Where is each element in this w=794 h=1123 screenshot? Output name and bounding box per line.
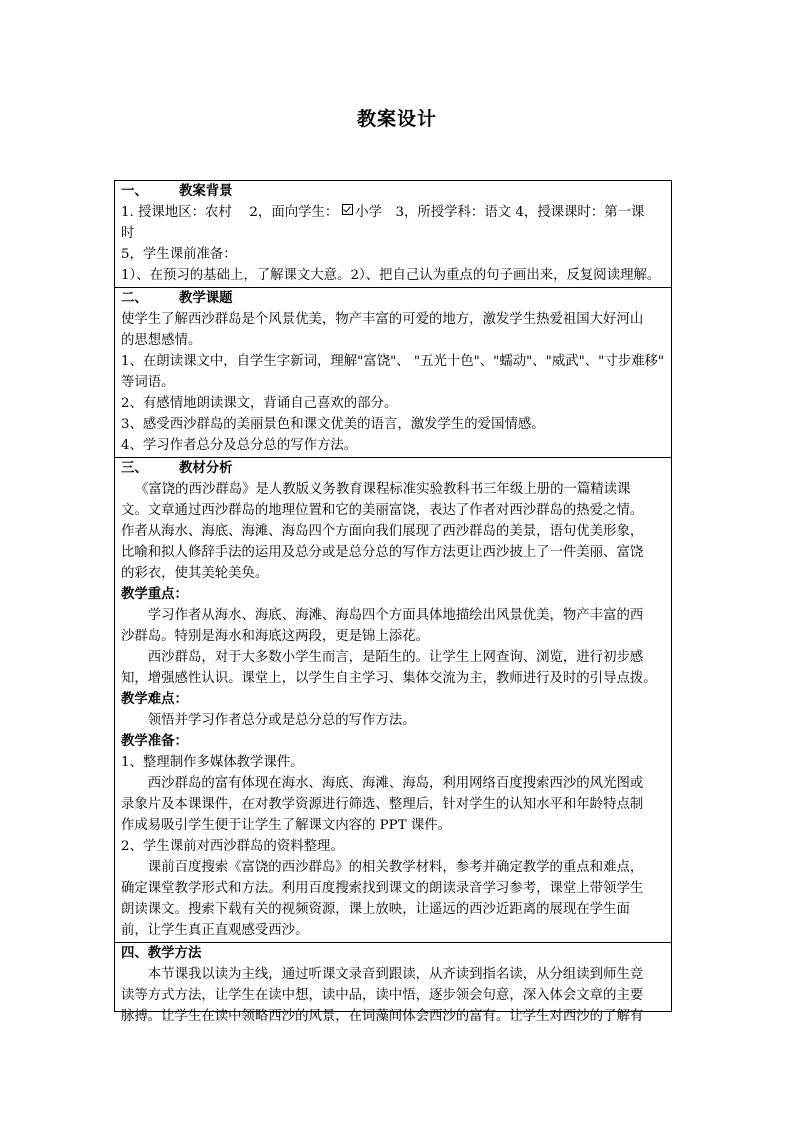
text-line: 朗读课文。搜索下载有关的视频资源，课上放映，让遥远的西沙近距离的展现在学生面 (121, 902, 630, 917)
text-line: 等词语。 (121, 375, 175, 390)
text-line: 作者从海水、海底、海滩、海岛四个方面向我们展现了西沙群岛的美景，语句优美形象， (121, 524, 644, 539)
text-line: 1）、在预习的基础上，了解课文大意。2）、把自己认为重点的句子画出来，反复阅读理解。 (121, 268, 661, 283)
text-line: 4、学习作者总分及总分总的写作方法。 (121, 438, 358, 453)
text-line: 西沙群岛，对于大多数小学生而言，是陌生的。让学生上网查询、浏览，进行初步感 (147, 650, 644, 665)
section-title: 教材分析 (179, 460, 233, 476)
text-line: 的彩衣，使其美轮美奂。 (121, 566, 269, 581)
section-number: 一、 (121, 183, 148, 199)
text-line (121, 202, 666, 223)
text-line: 作成易吸引学生便于让学生了解课文内容的 PPT 课件。 (121, 818, 452, 833)
text-line: 西沙群岛的富有体现在海水、海底、海滩、海岛，利用网络百度搜索西沙的风光图或 (147, 776, 644, 791)
text-line: 比喻和拟人修辞手法的运用及总分或是总分总的写作方法更让西沙披上了一件美丽、富饶 (121, 545, 644, 560)
subheading-key-points: 教学重点： (121, 586, 188, 602)
text-fragment: 小学 3，所授学科：语文 4，授课课时：第一课 (355, 205, 645, 220)
checkbox-checked-icon (342, 204, 353, 215)
section-heading (121, 458, 666, 479)
text-line: 2、学生课前对西沙群岛的资料整理。 (121, 839, 344, 854)
section-number: 三、 (121, 460, 148, 476)
subheading-difficulties: 教学难点： (121, 691, 188, 707)
section-background (115, 181, 671, 287)
text-line: 学习作者从海水、海底、海滩、海岛四个方面具体地描绘出风景优美，物产丰富的西 (147, 608, 644, 623)
section-material-analysis (115, 457, 671, 942)
text-line: 5，学生课前准备： (121, 247, 237, 262)
text-line: 沙群岛。特别是海水和海底这两段，更是锦上添花。 (121, 629, 429, 644)
page-title: 教案设计 (356, 108, 437, 130)
section-heading: 四、教学方法 (121, 945, 202, 961)
section-heading (121, 181, 666, 202)
text-line: 《富饶的西沙群岛》是人教版义务教育课程标准实验教科书三年级上册的一篇精读课 (135, 482, 631, 497)
text-line: 时 (121, 226, 135, 241)
section-title: 教学课题 (179, 290, 233, 306)
text-line: 的思想感情。 (121, 333, 202, 348)
text-line: 领悟并学习作者总分或是总分总的写作方法。 (147, 713, 416, 728)
text-line: 本节课我以读为主线，通过听课文录音到跟读，从齐读到指名读，从分组读到师生竞 (147, 967, 644, 982)
text-line: 文。文章通过西沙群岛的地理位置和它的美丽富饶，表达了作者对西沙群岛的热爱之情。 (121, 503, 644, 518)
text-line: 3、感受西沙群岛的美丽景色和课文优美的语言，激发学生的爱国情感。 (121, 417, 545, 432)
section-number: 二、 (121, 290, 148, 306)
text-line: 使学生了解西沙群岛是个风景优美，物产丰富的可爱的地方，激发学生热爱祖国大好河山 (121, 312, 644, 327)
text-line: 脉搏。让学生在读中领略西沙的风景，在词藻间体会西沙的富有。让学生对西沙的了解有 (121, 1009, 644, 1024)
text-fragment: 1. 授课地区：农村 2，面向学生： (121, 205, 339, 220)
text-line: 录象片及本课课件，在对教学资源进行筛选、整理后，针对学生的认知水平和年龄特点制 (121, 797, 644, 812)
section-title: 教案背景 (179, 183, 233, 199)
text-line: 1、在朗读课文中，自学生字新词，理解"富饶"、 "五光十色"、"蠕动"、"威武"、"寸步难移" (121, 354, 665, 369)
text-line: 前，让学生真正直观感受西沙。 (121, 923, 309, 938)
section-heading (121, 288, 666, 309)
text-line: 读等方式方法，让学生在读中想，读中品，读中悟，逐步领会句意，深入体会文章的主要 (121, 988, 644, 1003)
lesson-plan-table (114, 180, 672, 1024)
section-topic (115, 287, 671, 457)
text-line: 确定课堂教学形式和方法。利用百度搜索找到课文的朗读录音学习参考，课堂上带领学生 (121, 881, 644, 896)
text-line: 1、整理制作多媒体教学课件。 (121, 755, 304, 770)
text-line: 知，增强感性认识。课堂上，以学生自主学习、集体交流为主，教师进行及时的引导点拨。 (121, 671, 657, 686)
subheading-preparation: 教学准备： (121, 733, 188, 749)
section-teaching-method (115, 942, 671, 1028)
text-line: 2、有感情地朗读课文，背诵自己喜欢的部分。 (121, 396, 398, 411)
text-line: 课前百度搜索《富饶的西沙群岛》的相关教学材料，参考并确定教学的重点和难点， (147, 860, 644, 875)
